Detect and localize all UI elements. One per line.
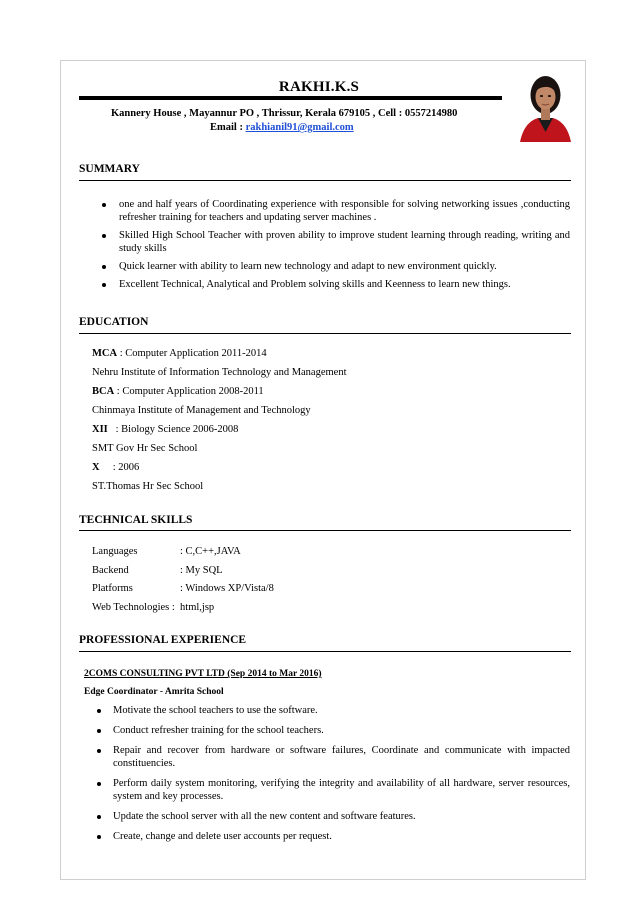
- profile-photo: [516, 68, 575, 142]
- skill-value: : My SQL: [180, 565, 223, 576]
- summary-heading: SUMMARY: [79, 163, 140, 175]
- skill-value: : Windows XP/Vista/8: [180, 583, 274, 594]
- name-underline: [79, 96, 502, 100]
- skill-key: Platforms: [92, 583, 133, 594]
- education-degree: [92, 424, 238, 435]
- experience-item: Repair and recover from hardware or software failures, Coordinate and communicate with impacted constituencies.: [93, 744, 570, 770]
- skill-value: : C,C++,JAVA: [180, 546, 241, 557]
- experience-heading: PROFESSIONAL EXPERIENCE: [79, 634, 247, 646]
- summary-item: Excellent Technical, Analytical and Problem solving skills and Keenness to learn new things.: [95, 278, 570, 291]
- skill-row: [92, 565, 223, 576]
- summary-list: [95, 198, 570, 296]
- experience-item: Motivate the school teachers to use the software.: [93, 704, 570, 717]
- job-role: Edge Coordinator - Amrita School: [84, 687, 224, 697]
- experience-item: Update the school server with all the new content and software features.: [93, 810, 570, 823]
- education-institution: Nehru Institute of Information Technology and Management: [92, 367, 347, 378]
- education-degree: [92, 348, 267, 359]
- degree-name: XII: [92, 424, 108, 435]
- experience-item: Create, change and delete user accounts per request.: [93, 830, 570, 843]
- skills-rule: [79, 530, 571, 531]
- degree-detail: : Computer Application 2008-2011: [114, 386, 264, 397]
- skill-row: [92, 602, 214, 613]
- candidate-name: RAKHI.K.S: [278, 79, 360, 95]
- education-degree: [92, 386, 264, 397]
- degree-name: X: [92, 462, 100, 473]
- education-degree: [92, 462, 139, 473]
- experience-item: Conduct refresher training for the school teachers.: [93, 724, 570, 737]
- skill-row: [92, 546, 241, 557]
- degree-detail: : 2006: [99, 462, 140, 473]
- contact-address: Kannery House , Mayannur PO , Thrissur, Kerala 679105 , Cell : 0557214980: [111, 108, 458, 119]
- education-heading: EDUCATION: [79, 316, 149, 328]
- email-link[interactable]: rakhianil91@gmail.com: [245, 122, 354, 133]
- skill-key: Backend: [92, 565, 129, 576]
- skill-key: Web Technologies :: [92, 602, 175, 613]
- experience-rule: [79, 651, 571, 652]
- degree-name: MCA: [92, 348, 118, 359]
- degree-name: BCA: [92, 386, 115, 397]
- education-institution: SMT Gov Hr Sec School: [92, 443, 198, 454]
- summary-rule: [79, 180, 571, 181]
- degree-detail: : Computer Application 2011-2014: [117, 348, 267, 359]
- education-institution: Chinmaya Institute of Management and Technology: [92, 405, 311, 416]
- summary-item: Quick learner with ability to learn new technology and adapt to new environment quickly.: [95, 260, 570, 273]
- skill-key: Languages: [92, 546, 138, 557]
- email-label: Email :: [210, 122, 246, 133]
- skill-row: [92, 583, 274, 594]
- experience-item: Perform daily system monitoring, verifying the integrity and availability of all hardware, server resources, system and key processes.: [93, 777, 570, 803]
- email-line: [210, 122, 354, 133]
- company-name: 2COMS CONSULTING PVT LTD (Sep 2014 to Mar 2016): [84, 669, 322, 679]
- education-institution: ST.Thomas Hr Sec School: [92, 481, 204, 492]
- summary-item: Skilled High School Teacher with proven ability to improve student learning through reading, writing and study skills: [95, 229, 570, 255]
- degree-detail: : Biology Science 2006-2008: [107, 424, 239, 435]
- education-rule: [79, 333, 571, 334]
- skill-value: html,jsp: [180, 602, 215, 613]
- experience-list: [93, 704, 570, 850]
- skills-heading: TECHNICAL SKILLS: [79, 514, 193, 526]
- summary-item: one and half years of Coordinating experience with responsible for solving networking issues ,conducting refresher training for teachers and updating server machines .: [95, 198, 570, 224]
